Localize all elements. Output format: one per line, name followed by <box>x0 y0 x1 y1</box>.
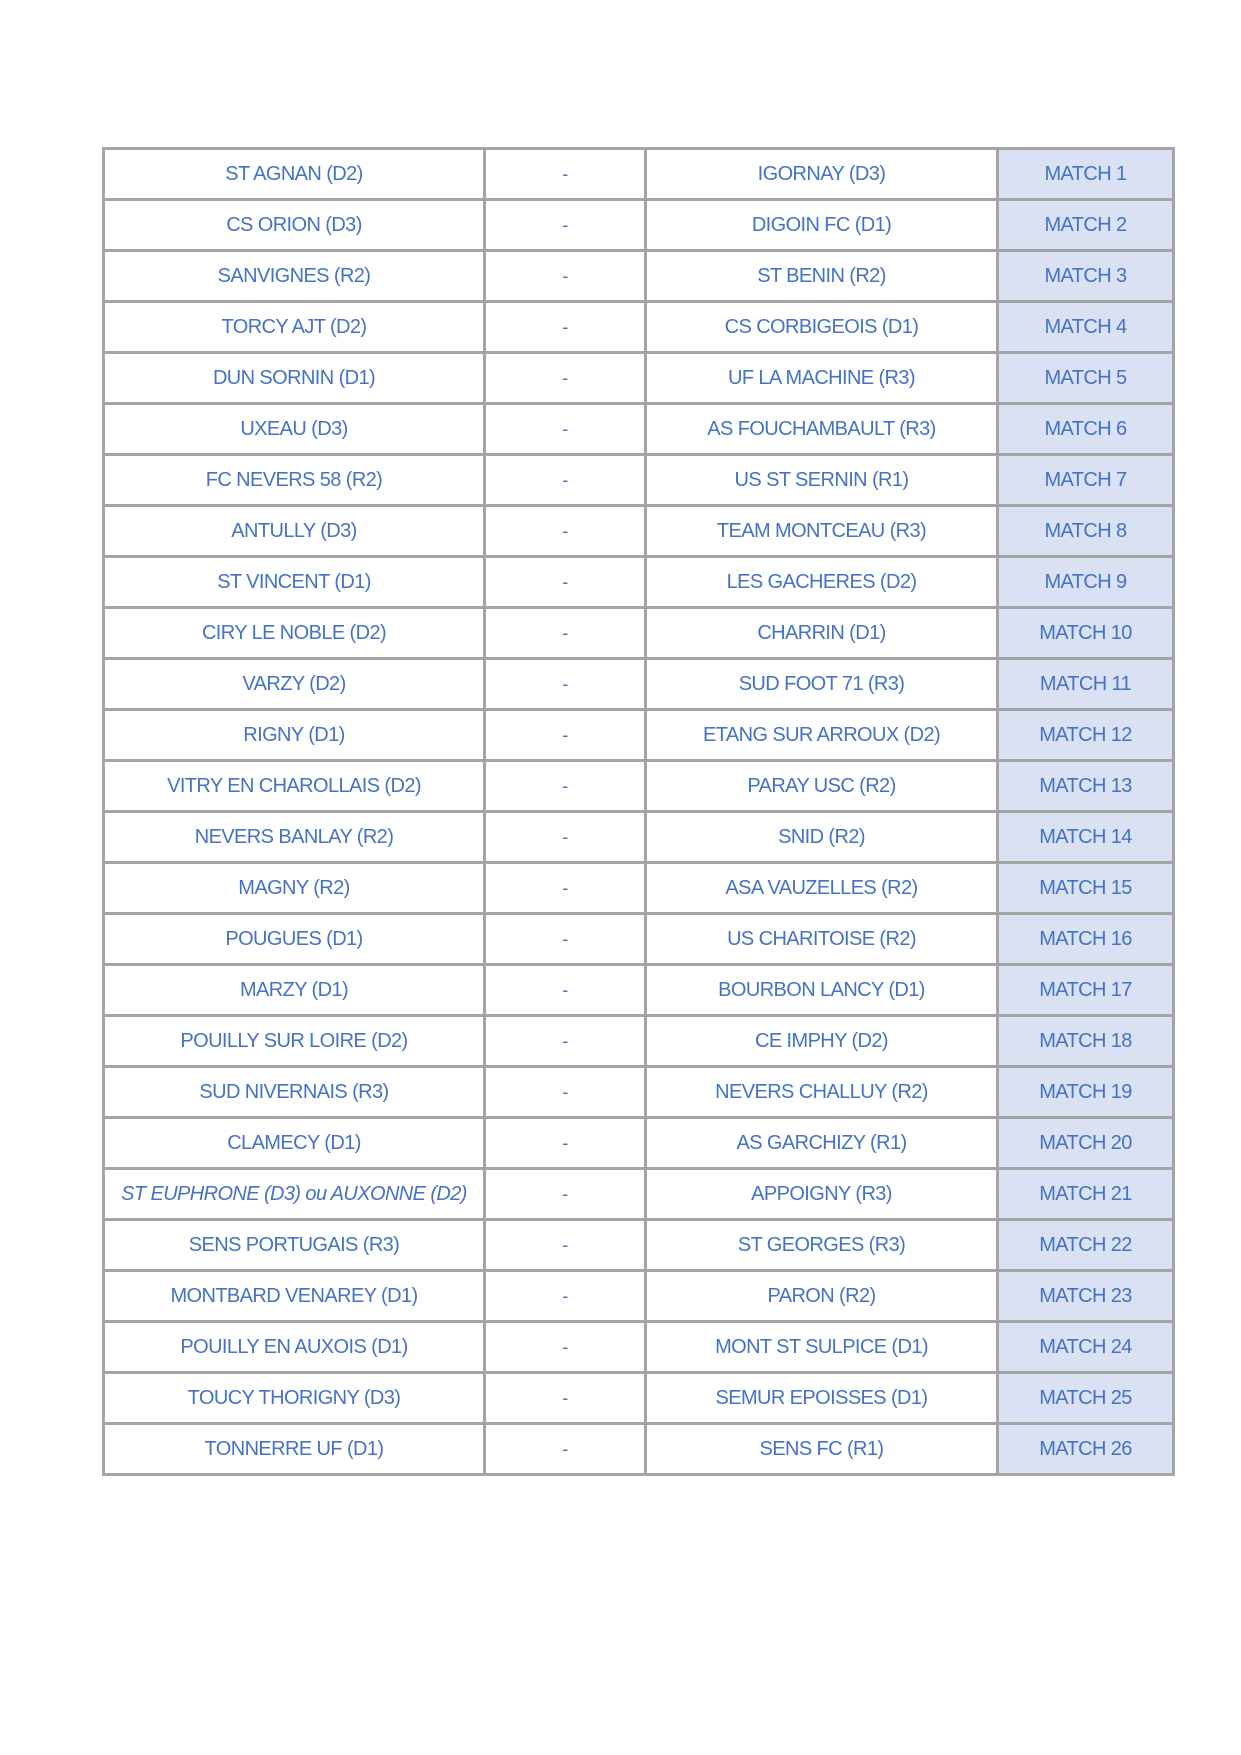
versus-separator-cell: - <box>485 557 646 608</box>
versus-separator-cell: - <box>485 965 646 1016</box>
versus-separator-cell: - <box>485 863 646 914</box>
away-team-cell: TEAM MONTCEAU (R3) <box>646 506 998 557</box>
away-team-cell: DIGOIN FC (D1) <box>646 200 998 251</box>
away-team-cell: BOURBON LANCY (D1) <box>646 965 998 1016</box>
fixture-row <box>104 455 1174 506</box>
versus-separator-cell: - <box>485 1271 646 1322</box>
away-team-cell: ST BENIN (R2) <box>646 251 998 302</box>
home-team-cell: SANVIGNES (R2) <box>104 251 485 302</box>
home-team-cell: FC NEVERS 58 (R2) <box>104 455 485 506</box>
fixture-row <box>104 557 1174 608</box>
away-team-cell: SENS FC (R1) <box>646 1424 998 1475</box>
away-team-cell: PARON (R2) <box>646 1271 998 1322</box>
fixture-row <box>104 1220 1174 1271</box>
versus-separator-cell: - <box>485 812 646 863</box>
home-team-cell: CLAMECY (D1) <box>104 1118 485 1169</box>
away-team-cell: SEMUR EPOISSES (D1) <box>646 1373 998 1424</box>
match-number-cell: MATCH 15 <box>998 863 1174 914</box>
versus-separator-cell: - <box>485 1118 646 1169</box>
match-number-cell: MATCH 17 <box>998 965 1174 1016</box>
match-number-cell: MATCH 20 <box>998 1118 1174 1169</box>
away-team-cell: AS GARCHIZY (R1) <box>646 1118 998 1169</box>
fixture-row <box>104 608 1174 659</box>
home-team-cell: ST AGNAN (D2) <box>104 149 485 200</box>
home-team-cell: POUGUES (D1) <box>104 914 485 965</box>
versus-separator-cell: - <box>485 200 646 251</box>
match-number-cell: MATCH 8 <box>998 506 1174 557</box>
home-team-cell: POUILLY SUR LOIRE (D2) <box>104 1016 485 1067</box>
fixture-row <box>104 302 1174 353</box>
home-team-cell: POUILLY EN AUXOIS (D1) <box>104 1322 485 1373</box>
versus-separator-cell: - <box>485 1016 646 1067</box>
away-team-cell: ASA VAUZELLES (R2) <box>646 863 998 914</box>
fixture-row <box>104 710 1174 761</box>
versus-separator-cell: - <box>485 608 646 659</box>
away-team-cell: PARAY USC (R2) <box>646 761 998 812</box>
match-number-cell: MATCH 9 <box>998 557 1174 608</box>
match-number-cell: MATCH 5 <box>998 353 1174 404</box>
away-team-cell: CS CORBIGEOIS (D1) <box>646 302 998 353</box>
fixture-row <box>104 404 1174 455</box>
match-number-cell: MATCH 11 <box>998 659 1174 710</box>
fixture-row <box>104 1016 1174 1067</box>
home-team-cell: MAGNY (R2) <box>104 863 485 914</box>
away-team-cell: US CHARITOISE (R2) <box>646 914 998 965</box>
home-team-cell: SUD NIVERNAIS (R3) <box>104 1067 485 1118</box>
away-team-cell: ETANG SUR ARROUX (D2) <box>646 710 998 761</box>
home-team-cell: RIGNY (D1) <box>104 710 485 761</box>
versus-separator-cell: - <box>485 506 646 557</box>
match-number-cell: MATCH 4 <box>998 302 1174 353</box>
match-number-cell: MATCH 12 <box>998 710 1174 761</box>
home-team-cell: TORCY AJT (D2) <box>104 302 485 353</box>
away-team-cell: ST GEORGES (R3) <box>646 1220 998 1271</box>
versus-separator-cell: - <box>485 914 646 965</box>
versus-separator-cell: - <box>485 1373 646 1424</box>
home-team-cell: DUN SORNIN (D1) <box>104 353 485 404</box>
versus-separator-cell: - <box>485 251 646 302</box>
home-team-cell: SENS PORTUGAIS (R3) <box>104 1220 485 1271</box>
versus-separator-cell: - <box>485 1067 646 1118</box>
match-number-cell: MATCH 23 <box>998 1271 1174 1322</box>
fixture-row <box>104 1373 1174 1424</box>
match-number-cell: MATCH 7 <box>998 455 1174 506</box>
fixture-row <box>104 812 1174 863</box>
match-number-cell: MATCH 13 <box>998 761 1174 812</box>
fixture-row <box>104 251 1174 302</box>
versus-separator-cell: - <box>485 1220 646 1271</box>
away-team-cell: MONT ST SULPICE (D1) <box>646 1322 998 1373</box>
fixture-row <box>104 761 1174 812</box>
fixtures-table-body <box>104 149 1174 1475</box>
fixture-row <box>104 149 1174 200</box>
match-number-cell: MATCH 2 <box>998 200 1174 251</box>
versus-separator-cell: - <box>485 353 646 404</box>
away-team-cell: SNID (R2) <box>646 812 998 863</box>
match-number-cell: MATCH 6 <box>998 404 1174 455</box>
fixture-row <box>104 506 1174 557</box>
versus-separator-cell: - <box>485 149 646 200</box>
match-number-cell: MATCH 3 <box>998 251 1174 302</box>
fixture-row <box>104 1067 1174 1118</box>
home-team-cell: MONTBARD VENAREY (D1) <box>104 1271 485 1322</box>
home-team-cell: NEVERS BANLAY (R2) <box>104 812 485 863</box>
away-team-cell: UF LA MACHINE (R3) <box>646 353 998 404</box>
away-team-cell: CE IMPHY (D2) <box>646 1016 998 1067</box>
away-team-cell: SUD FOOT 71 (R3) <box>646 659 998 710</box>
home-team-cell: UXEAU (D3) <box>104 404 485 455</box>
fixture-row <box>104 1271 1174 1322</box>
away-team-cell: APPOIGNY (R3) <box>646 1169 998 1220</box>
match-number-cell: MATCH 25 <box>998 1373 1174 1424</box>
match-number-cell: MATCH 26 <box>998 1424 1174 1475</box>
fixture-row <box>104 1322 1174 1373</box>
match-number-cell: MATCH 16 <box>998 914 1174 965</box>
away-team-cell: LES GACHERES (D2) <box>646 557 998 608</box>
versus-separator-cell: - <box>485 710 646 761</box>
match-number-cell: MATCH 10 <box>998 608 1174 659</box>
versus-separator-cell: - <box>485 1169 646 1220</box>
match-number-cell: MATCH 22 <box>998 1220 1174 1271</box>
away-team-cell: NEVERS CHALLUY (R2) <box>646 1067 998 1118</box>
fixture-row <box>104 914 1174 965</box>
home-team-cell: ST EUPHRONE (D3) ou AUXONNE (D2) <box>104 1169 485 1220</box>
versus-separator-cell: - <box>485 761 646 812</box>
home-team-cell: VITRY EN CHAROLLAIS (D2) <box>104 761 485 812</box>
fixture-row <box>104 1118 1174 1169</box>
match-number-cell: MATCH 14 <box>998 812 1174 863</box>
versus-separator-cell: - <box>485 659 646 710</box>
match-number-cell: MATCH 1 <box>998 149 1174 200</box>
home-team-cell: CS ORION (D3) <box>104 200 485 251</box>
fixture-row <box>104 659 1174 710</box>
match-number-cell: MATCH 21 <box>998 1169 1174 1220</box>
home-team-cell: MARZY (D1) <box>104 965 485 1016</box>
fixture-row <box>104 353 1174 404</box>
home-team-cell: TONNERRE UF (D1) <box>104 1424 485 1475</box>
away-team-cell: AS FOUCHAMBAULT (R3) <box>646 404 998 455</box>
match-number-cell: MATCH 18 <box>998 1016 1174 1067</box>
fixture-row <box>104 965 1174 1016</box>
away-team-cell: IGORNAY (D3) <box>646 149 998 200</box>
home-team-cell: TOUCY THORIGNY (D3) <box>104 1373 485 1424</box>
fixture-row <box>104 200 1174 251</box>
fixture-row <box>104 863 1174 914</box>
home-team-cell: CIRY LE NOBLE (D2) <box>104 608 485 659</box>
versus-separator-cell: - <box>485 1322 646 1373</box>
versus-separator-cell: - <box>485 302 646 353</box>
home-team-cell: ST VINCENT (D1) <box>104 557 485 608</box>
fixture-row <box>104 1169 1174 1220</box>
away-team-cell: CHARRIN (D1) <box>646 608 998 659</box>
match-number-cell: MATCH 24 <box>998 1322 1174 1373</box>
away-team-cell: US ST SERNIN (R1) <box>646 455 998 506</box>
fixture-row <box>104 1424 1174 1475</box>
home-team-cell: ANTULLY (D3) <box>104 506 485 557</box>
home-team-cell: VARZY (D2) <box>104 659 485 710</box>
fixtures-table <box>102 147 1175 1476</box>
versus-separator-cell: - <box>485 1424 646 1475</box>
match-number-cell: MATCH 19 <box>998 1067 1174 1118</box>
versus-separator-cell: - <box>485 404 646 455</box>
versus-separator-cell: - <box>485 455 646 506</box>
